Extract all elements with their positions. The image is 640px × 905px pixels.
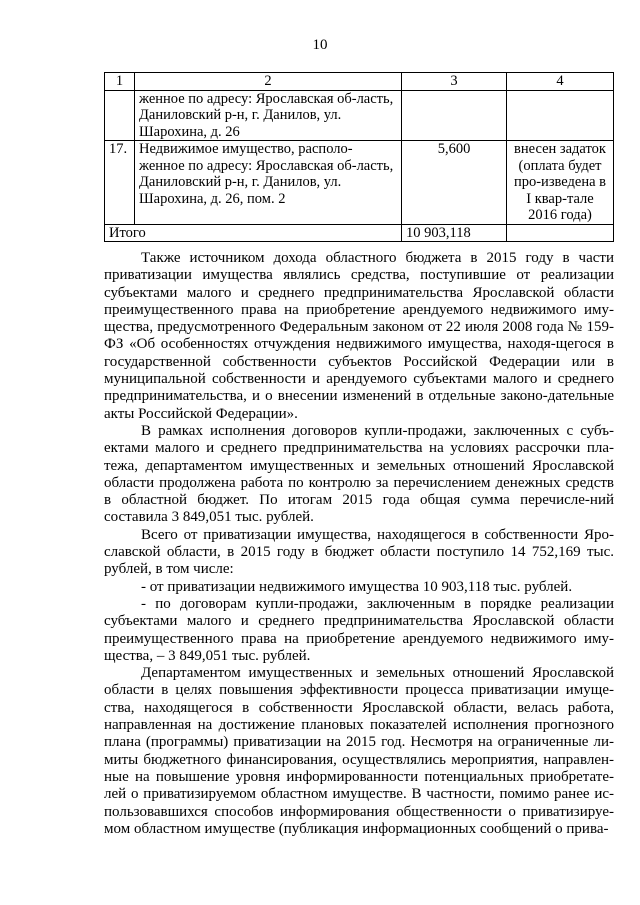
- page-number: 10: [312, 37, 328, 53]
- list-item: - от приватизации недвижимого имущества 10 903,118 тыс. рублей.: [141, 578, 573, 595]
- total-label: Итого: [105, 224, 402, 242]
- table-total-row: [105, 224, 614, 242]
- paragraph: Всего от приватизации имущества, находящегося в собственности Яро-славской области, в 2015 году в бюджет области поступило 14 752,169 тыс. рублей, в том числе:: [104, 526, 614, 578]
- row-amount: [402, 90, 507, 141]
- total-empty-cell: [507, 224, 614, 242]
- row-number: 17.: [105, 141, 135, 225]
- row-note: [507, 90, 614, 141]
- table-header-cell: 1: [105, 73, 135, 91]
- body-text: [104, 250, 614, 838]
- property-table: [104, 72, 614, 242]
- list-item: - по договорам купли-продажи, заключенным в порядке реализации субъектами малого и среднего предпринимательства Ярославской области преимущественного права на приобретение арендуемого недвижимого иму-щества, – 3 849,051 тыс. рублей.: [104, 595, 614, 664]
- paragraph: Департаментом имущественных и земельных отношений Ярославской области в целях повышения эффективности процесса приватизации имуще-ства, находящегося в собственности Ярославской области, велась работа, направленная на достижение плановых показателей исполнения прогнозного плана (программы) приватизации на 2015 год. Несмотря на ограниченные ли-миты бюджетного финансирования, осуществлялись мероприятия, направлен-ные на повышение уровня информированности потенциальных приобретате-лей о приватизируемом областном имуществе. В частности, помимо ранее ис-пользовавшихся способов информирования общественности о приватизируе-мом областном имуществе (публикация информационных сообщений о прива-: [104, 665, 614, 837]
- row-description: женное по адресу: Ярославская об-ласть, Даниловский р-н, г. Данилов, ул. Шарохина, д. 26: [135, 90, 402, 141]
- row-number: [105, 90, 135, 141]
- paragraph: Также источником дохода областного бюджета в 2015 году в части приватизации имущества являлись средства, поступившие от реализации субъектами малого и среднего предпринимательства Ярославской области преимущественного права на приобретение арендуемого недвижимого иму-щества, предусмотренного Федеральным законом от 22 июля 2008 года № 159-ФЗ «Об особенностях отчуждения недвижимого имущества, находя-щегося в государственной собственности субъектов Российской Федерации или в муниципальной собственности и арендуемого субъектами малого и среднего предпринимательства, и о внесении изменений в отдельные законо-дательные акты Российской Федерации».: [104, 250, 614, 422]
- table-header-cell: 3: [402, 73, 507, 91]
- table-row: [105, 90, 614, 141]
- row-description: Недвижимое имущество, располо-женное по адресу: Ярославская об-ласть, Даниловский р-н, г. Данилов, ул. Шарохина, д. 26, пом. 2: [135, 141, 402, 225]
- paragraph: В рамках исполнения договоров купли-продажи, заключенных с субъ-ектами малого и среднего предпринимательства на условиях рассрочки пла-тежа, департаментом имущественных и земельных отношений Ярославской области продолжена работа по контролю за перечислением денежных средств в областной бюджет. По итогам 2015 года общая сумма перечисле-ний составила 3 849,051 тыс. рублей.: [104, 422, 614, 526]
- table-header-row: [105, 73, 614, 91]
- total-value: 10 903,118: [402, 224, 507, 242]
- table-header-cell: 4: [507, 73, 614, 91]
- row-note: внесен задаток (оплата будет про-изведена в I квар-тале 2016 года): [507, 141, 614, 225]
- row-amount: 5,600: [402, 141, 507, 225]
- table-row: [105, 141, 614, 225]
- table-header-cell: 2: [135, 73, 402, 91]
